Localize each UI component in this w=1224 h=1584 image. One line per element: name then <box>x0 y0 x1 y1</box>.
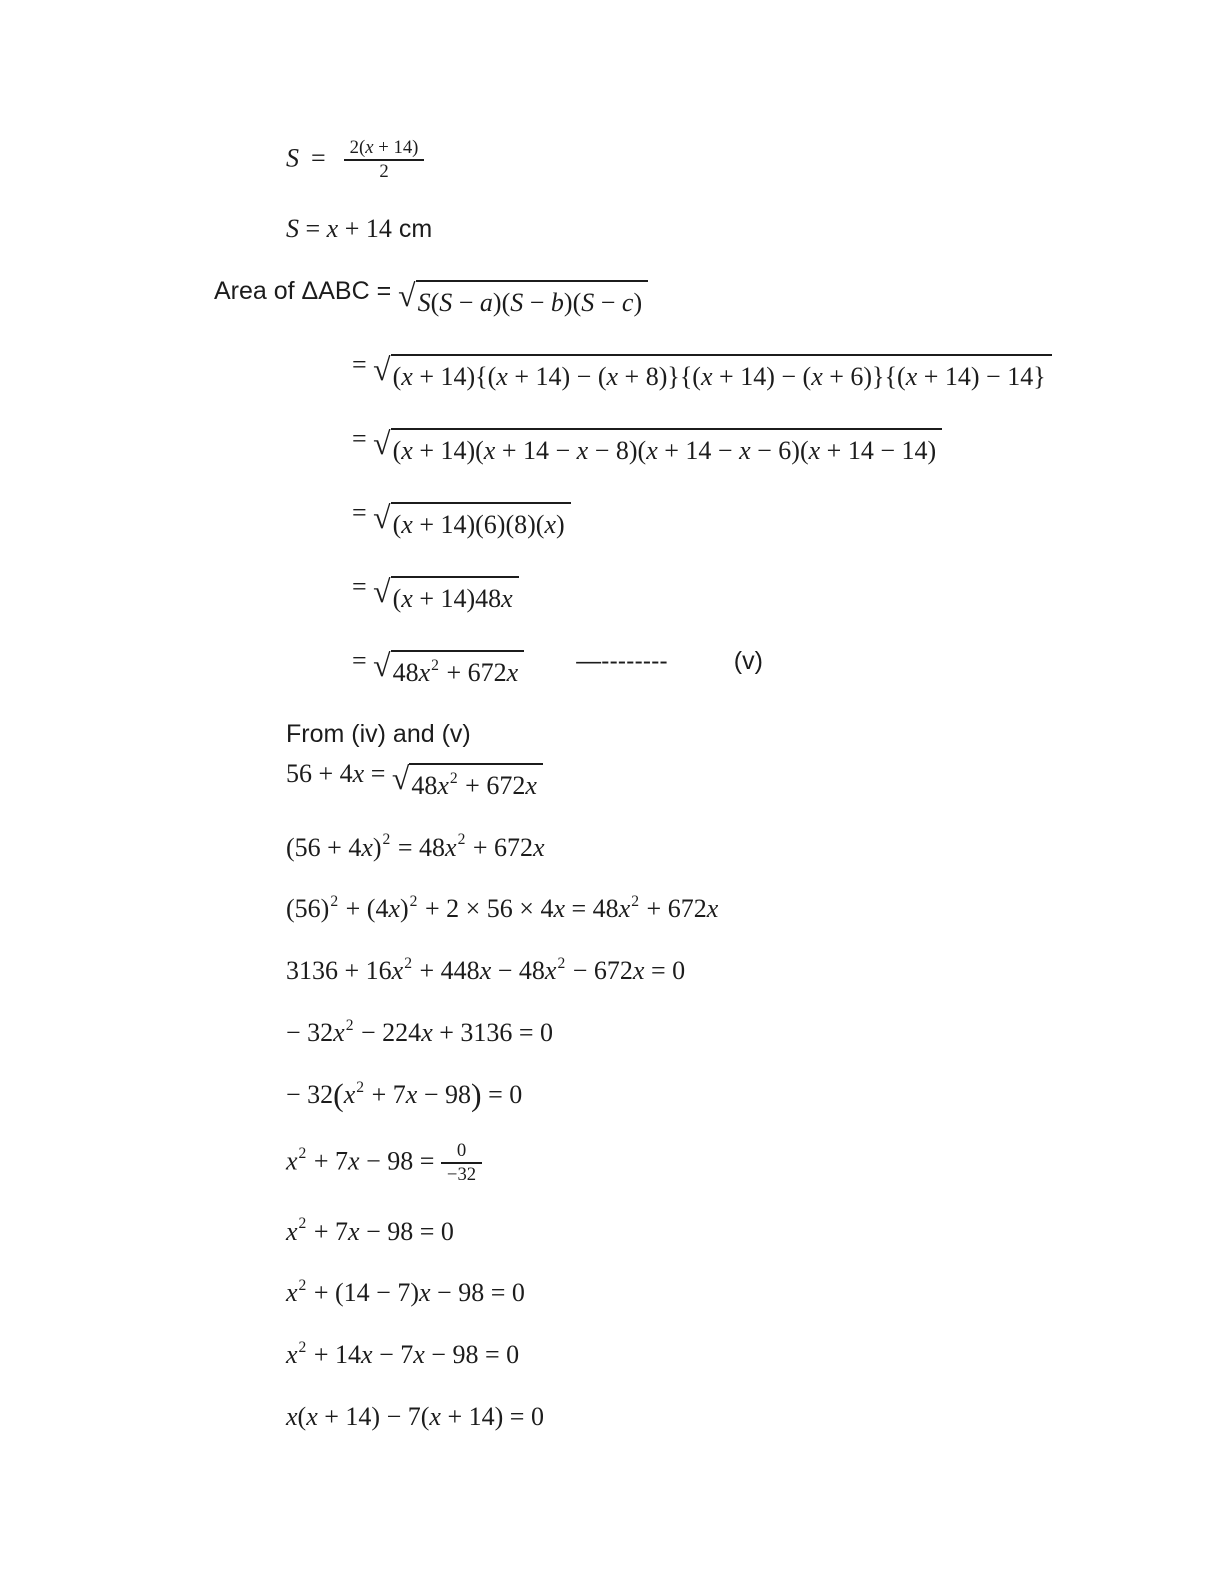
superscript: 2 <box>382 831 391 849</box>
math-run: + 672x <box>640 894 719 924</box>
math-run: x <box>286 1216 298 1246</box>
superscript: 2 <box>404 955 413 973</box>
radical <box>398 277 648 320</box>
math-run: = <box>352 349 374 379</box>
math-run: = <box>352 497 374 527</box>
plain-text: Area of ΔABC = <box>214 276 399 305</box>
math-run: = <box>311 143 326 173</box>
superscript: 2 <box>298 1215 307 1233</box>
equation-line-heron-substituted <box>352 348 1224 394</box>
equation-line-area-heron-formula <box>214 274 1224 320</box>
equation-line-factor-by-grouping <box>286 1400 1224 1434</box>
math-run: = <box>352 423 374 453</box>
math-run: + 14x − 7x − 98 = 0 <box>307 1340 520 1370</box>
equation-line-heron-numeric-factors <box>352 496 1224 542</box>
math-run: + (4x) <box>339 894 409 924</box>
radicand <box>391 650 525 690</box>
math-run: + 2 × 56 × 4x = 48x <box>418 894 631 924</box>
equation-line-expanded-middle-term <box>286 1338 1224 1372</box>
equation-line-collect-all-terms <box>286 954 1224 988</box>
math-run: = 0 <box>481 1079 523 1109</box>
equation-line-quadratic-zero <box>286 1215 1224 1249</box>
superscript: 2 <box>631 893 640 911</box>
radical <box>373 502 570 542</box>
radical-sign-icon: √ <box>373 426 391 462</box>
denominator: 2 <box>344 159 425 183</box>
radicand <box>391 576 519 616</box>
equation-line-heron-result-v <box>352 644 1224 690</box>
radical-sign-icon: √ <box>373 574 391 610</box>
radical-sign-icon: √ <box>391 760 410 796</box>
math-run: = 48x <box>391 832 457 862</box>
math-run: − 32x <box>286 1018 345 1048</box>
math-run: x(x + 14) − 7(x + 14) = 0 <box>286 1401 544 1431</box>
equation-line-combined-quadratic <box>286 1016 1224 1050</box>
superscript: 2 <box>557 955 566 973</box>
math-run: 3136 + 16x <box>286 956 404 986</box>
radical-sign-icon: √ <box>373 352 391 388</box>
equation-line-heron-48x <box>352 570 1224 616</box>
superscript: 2 <box>356 1078 365 1096</box>
math-run: + 7x − 98 = <box>307 1146 441 1176</box>
equation-line-s-equals-fraction <box>286 137 1224 184</box>
superscript: 2 <box>449 769 458 787</box>
math-run: (56) <box>286 894 330 924</box>
equation-line-split-middle-term <box>286 1276 1224 1310</box>
math-run: − 224x + 3136 = 0 <box>354 1018 554 1048</box>
numerator: 2(x + 14) <box>349 137 419 158</box>
math-run: − 672x = 0 <box>566 956 686 986</box>
equation-line-expand-binomial <box>286 892 1224 926</box>
equation-line-factor-out-minus-32 <box>286 1078 1224 1112</box>
superscript: 2 <box>298 1338 307 1356</box>
math-run: x <box>286 1278 298 1308</box>
math-run: (x + 14)48x <box>392 584 513 614</box>
text-line-from-iv-and-v <box>286 718 1224 751</box>
tall-parenthesis: ( <box>333 1077 344 1113</box>
fraction <box>344 137 425 184</box>
radical <box>391 760 543 803</box>
math-run: + 672x <box>439 658 519 688</box>
math-run: (x + 14){(x + 14) − (x + 8)}{(x + 14) − (x + 6)}{(x + 14) − 14} <box>392 362 1046 392</box>
radical <box>373 354 1052 394</box>
math-run: + (14 − 7)x − 98 = 0 <box>307 1278 525 1308</box>
math-run: = <box>352 571 374 601</box>
radicand <box>391 354 1052 394</box>
math-run: = <box>352 646 374 676</box>
math-run: + 672x <box>466 832 545 862</box>
math-run: S = x + 14 <box>286 213 392 243</box>
math-run: S <box>286 143 299 173</box>
superscript: 2 <box>457 831 466 849</box>
plain-text: cm <box>391 214 433 243</box>
radicand <box>391 502 571 542</box>
radical-sign-icon: √ <box>398 277 416 313</box>
plain-text: From (iv) and (v) <box>286 720 471 749</box>
superscript: 2 <box>298 1144 307 1162</box>
tall-parenthesis: ) <box>470 1077 482 1113</box>
radical <box>373 650 524 690</box>
superscript: 2 <box>345 1016 354 1034</box>
equation-line-divide-by-minus-32 <box>286 1140 1224 1187</box>
math-run: 56 + 4x = <box>286 758 392 788</box>
math-run: − 32 <box>286 1079 334 1109</box>
math-run: + 448x − 48x <box>413 956 557 986</box>
math-run: S(S − a)(S − b)(S − c) <box>417 287 643 317</box>
math-run: (x + 14)(x + 14 − x − 8)(x + 14 − x − 6)(x + 14 − 14) <box>392 436 937 466</box>
radical <box>373 428 942 468</box>
plain-text: (v) <box>733 647 763 676</box>
radicand <box>416 280 649 320</box>
math-run: (x + 14)(6)(8)(x) <box>392 510 565 540</box>
equation-line-square-both-sides <box>286 831 1224 865</box>
math-run: (56 + 4x) <box>286 832 382 862</box>
math-run: + 672x <box>458 770 537 800</box>
radical-sign-icon: √ <box>373 648 391 684</box>
denominator: −32 <box>441 1162 482 1186</box>
radical-sign-icon: √ <box>373 500 391 536</box>
math-run: + 7x − 98 = 0 <box>307 1216 454 1246</box>
fraction <box>441 1140 482 1187</box>
superscript: 2 <box>330 893 339 911</box>
superscript: 2 <box>298 1277 307 1295</box>
math-run: x <box>286 1340 298 1370</box>
equation-line-s-equals-x-plus-14 <box>286 212 1224 246</box>
math-run: x <box>286 1146 298 1176</box>
numerator: 0 <box>456 1139 467 1161</box>
math-run: x <box>343 1079 356 1109</box>
math-run: + 7x − 98 <box>365 1079 471 1109</box>
plain-text: —-------- <box>576 647 668 676</box>
math-run: 48x <box>411 770 449 800</box>
superscript: 2 <box>409 893 418 911</box>
equation-line-heron-simplified <box>352 422 1224 468</box>
radicand <box>409 763 543 803</box>
math-run: 48x <box>392 658 431 688</box>
radicand <box>391 428 943 468</box>
superscript: 2 <box>431 657 439 675</box>
radical <box>373 576 519 616</box>
equation-line-equate-iv-v <box>286 757 1224 803</box>
